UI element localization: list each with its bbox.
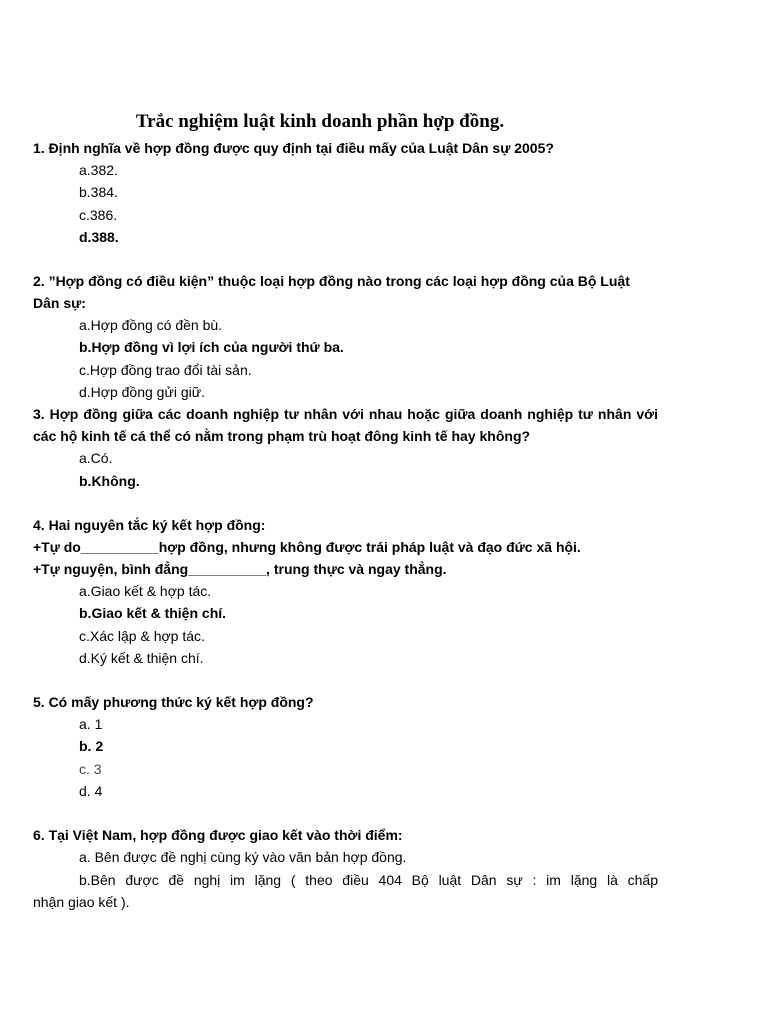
q4-option-b: b.Giao kết & thiện chí.	[79, 605, 227, 622]
q1-option-c: c.386.	[79, 206, 118, 223]
document-body	[33, 137, 658, 913]
q3-option-b: b.Không.	[79, 472, 140, 489]
q2-option-a: a.Hợp đồng có đền bù.	[79, 317, 223, 334]
q5-option-c: c. 3	[79, 760, 102, 777]
q5-option-a: a. 1	[79, 716, 103, 733]
q6-option-b-line-1: b.Bên được đề nghị im lặng ( theo điều 404 Bộ luật Dân sự : im lặng là chấp	[79, 871, 658, 888]
document-title: Trắc nghiệm luật kinh doanh phần hợp đồng.	[135, 111, 505, 132]
q5-option-d: d. 4	[79, 783, 103, 800]
q1-option-d: d.388.	[79, 228, 119, 245]
q3-option-a: a.Có.	[79, 450, 113, 467]
question-1: 1. Định nghĩa về hợp đồng được quy định tại điều mấy của Luật Dân sự 2005?	[33, 140, 554, 156]
q4-principle-1: +Tự do__________hợp đồng, nhưng không được trái pháp luật và đạo đức xã hội.	[33, 538, 581, 555]
q1-option-b: b.384.	[79, 184, 118, 201]
q4-option-d: d.Ký kết & thiện chí.	[79, 649, 204, 666]
question-4: 4. Hai nguyên tắc ký kết hợp đồng:	[33, 516, 266, 533]
question-2: 2. ”Hợp đồng có điều kiện” thuộc loại hợp đồng nào trong các loại hợp đồng của Bộ Luật Dân sự:	[33, 273, 630, 312]
question-5: 5. Có mấy phương thức ký kết hợp đồng?	[33, 694, 314, 711]
q4-option-a: a.Giao kết & hợp tác.	[79, 582, 212, 599]
q2-option-c: c.Hợp đồng trao đổi tài sản.	[79, 361, 252, 378]
question-6: 6. Tại Việt Nam, hợp đồng được giao kết vào thời điểm:	[33, 827, 403, 844]
q2-option-b: b.Hợp đồng vì lợi ích của người thứ ba.	[79, 339, 344, 356]
q4-principle-2: +Tự nguyện, bình đẳng__________, trung thực và ngay thẳng.	[33, 560, 447, 577]
question-3: 3. Hợp đồng giữa các doanh nghiệp tư nhân với nhau hoặc giữa doanh nghiệp tư nhân với các hộ kinh tế cá thể có nằm trong phạm trù hoạt đông kinh tế hay không?	[33, 406, 658, 445]
q6-option-b-line-2: nhận giao kết ).	[33, 893, 130, 910]
q1-option-a: a.382.	[79, 162, 118, 178]
q6-option-a: a. Bên được đề nghị cùng ký vào văn bản hợp đồng.	[79, 849, 407, 866]
q4-option-c: c.Xác lập & hợp tác.	[79, 627, 205, 644]
q5-option-b: b. 2	[79, 738, 104, 755]
q2-option-d: d.Hợp đồng gửi giữ.	[79, 384, 205, 401]
